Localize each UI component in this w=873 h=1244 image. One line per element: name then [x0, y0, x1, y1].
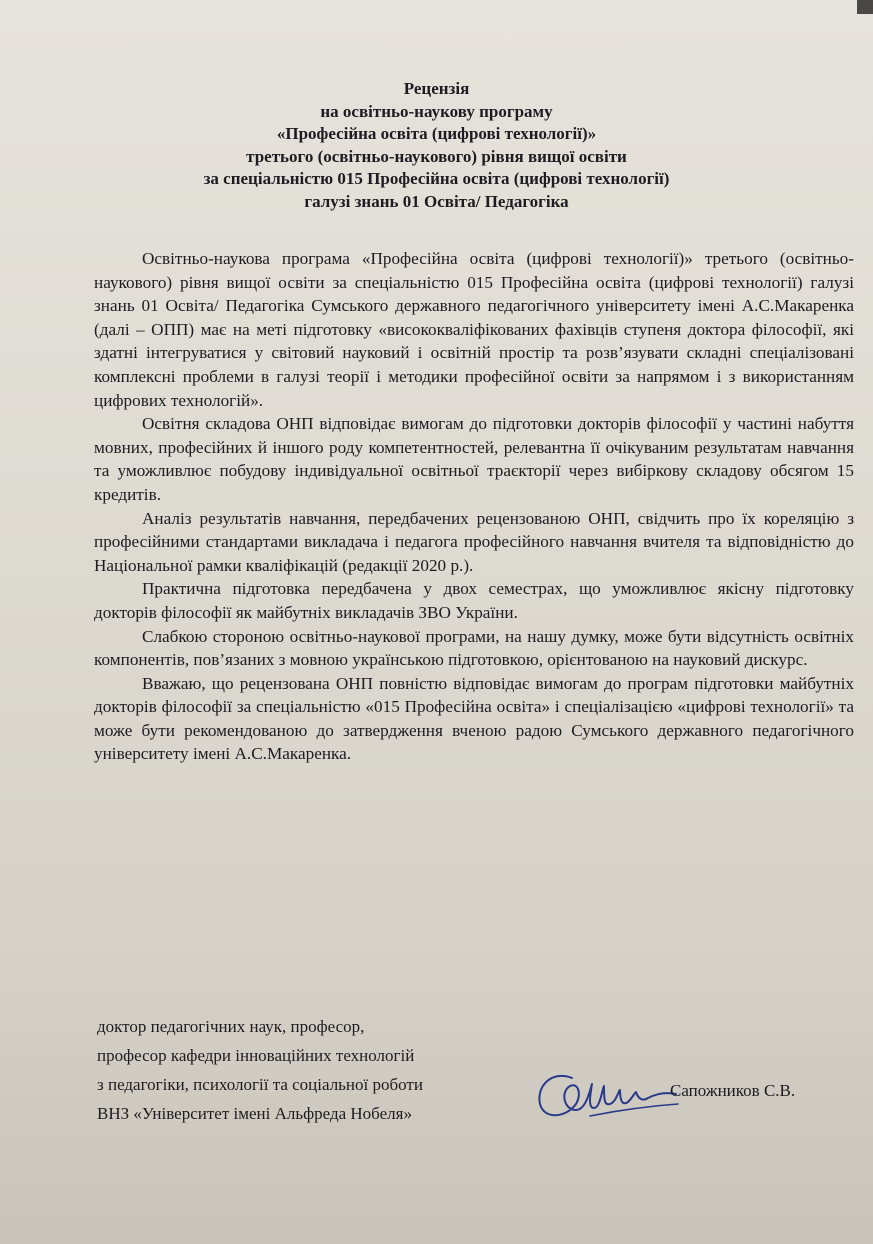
document-title: Рецензія [403, 79, 470, 98]
credential-line: професор кафедри інноваційних технологій [97, 1046, 415, 1065]
paragraph: Освітньо-наукова програма «Професійна освіта (цифрові технології)» третього (освітньо-наукового) рівня вищої освіти за спеціальністю 015 Професійна освіта (цифрові технології) галузі знань 01 Освіта/ Педагогіка Сумського державного педагогічного університету імені А.С.Макаренка (далі – ОПП) має на меті підготовку «висококваліфікованих фахівців ступеня доктора філософії, які здатні інтегруватися у світовий науковий і освітній простір та розв’язувати складні спеціалізовані комплексні проблеми в галузі теорії і методики професійної освіти за напрямом і з використанням цифрових технологій». [94, 249, 854, 410]
credential-line: доктор педагогічних наук, професор, [97, 1017, 365, 1036]
page-corner-shadow [857, 0, 873, 14]
header-line: галузі знань 01 Освіта/ Педагогіка [304, 191, 569, 211]
paragraph: Освітня складова ОНП відповідає вимогам до підготовки докторів філософії у частині набуття мовних, професійних й іншого роду компетентностей, релевантна її очікуваним результатам навчання та уможливлює побудову індивідуальної освітньої траєкторії через вибіркову складову обсягом 15 кредитів. [94, 414, 854, 504]
reviewer-credentials [97, 1012, 423, 1128]
header-line: на освітньо-наукову програму [320, 101, 553, 121]
paragraph: Аналіз результатів навчання, передбачених рецензованою ОНП, свідчить про їх кореляцію з професійними стандартами викладача і педагога професійного навчання вчителя та відповідністю до Національної рамки кваліфікацій (редакції 2020 р.). [94, 508, 854, 575]
handwritten-signature [530, 1060, 680, 1130]
header-line: «Професійна освіта (цифрові технології)» [276, 124, 597, 143]
document-header [60, 78, 813, 213]
credential-line: ВНЗ «Університет імені Альфреда Нобеля» [97, 1104, 412, 1123]
review-body [94, 247, 854, 766]
paragraph: Вважаю, що рецензована ОНП повністю відповідає вимогам до програм підготовки майбутніх докторів філософії за спеціальністю «015 Професійна освіта» і спеціалізацією «цифрові технології» та може бути рекомендованою до затвердження вченою радою Сумського державного педагогічного університету імені А.С.Макаренка. [94, 673, 854, 764]
reviewer-name: Сапожников С.В. [670, 1081, 796, 1100]
credential-line: з педагогіки, психології та соціальної роботи [97, 1075, 423, 1094]
paragraph: Практична підготовка передбачена у двох семестрах, що уможливлює якісну підготовку докторів філософії як майбутніх викладачів ЗВО України. [94, 579, 854, 622]
header-line: третього (освітньо-наукового) рівня вищої освіти [246, 146, 627, 166]
paragraph: Слабкою стороною освітньо-наукової програми, на нашу думку, може бути відсутність освітніх компонентів, пов’язаних з мовною українською підготовкою, орієнтованою на науковий дискурс. [94, 626, 854, 670]
header-line: за спеціальністю 015 Професійна освіта (цифрові технології) [203, 169, 670, 188]
